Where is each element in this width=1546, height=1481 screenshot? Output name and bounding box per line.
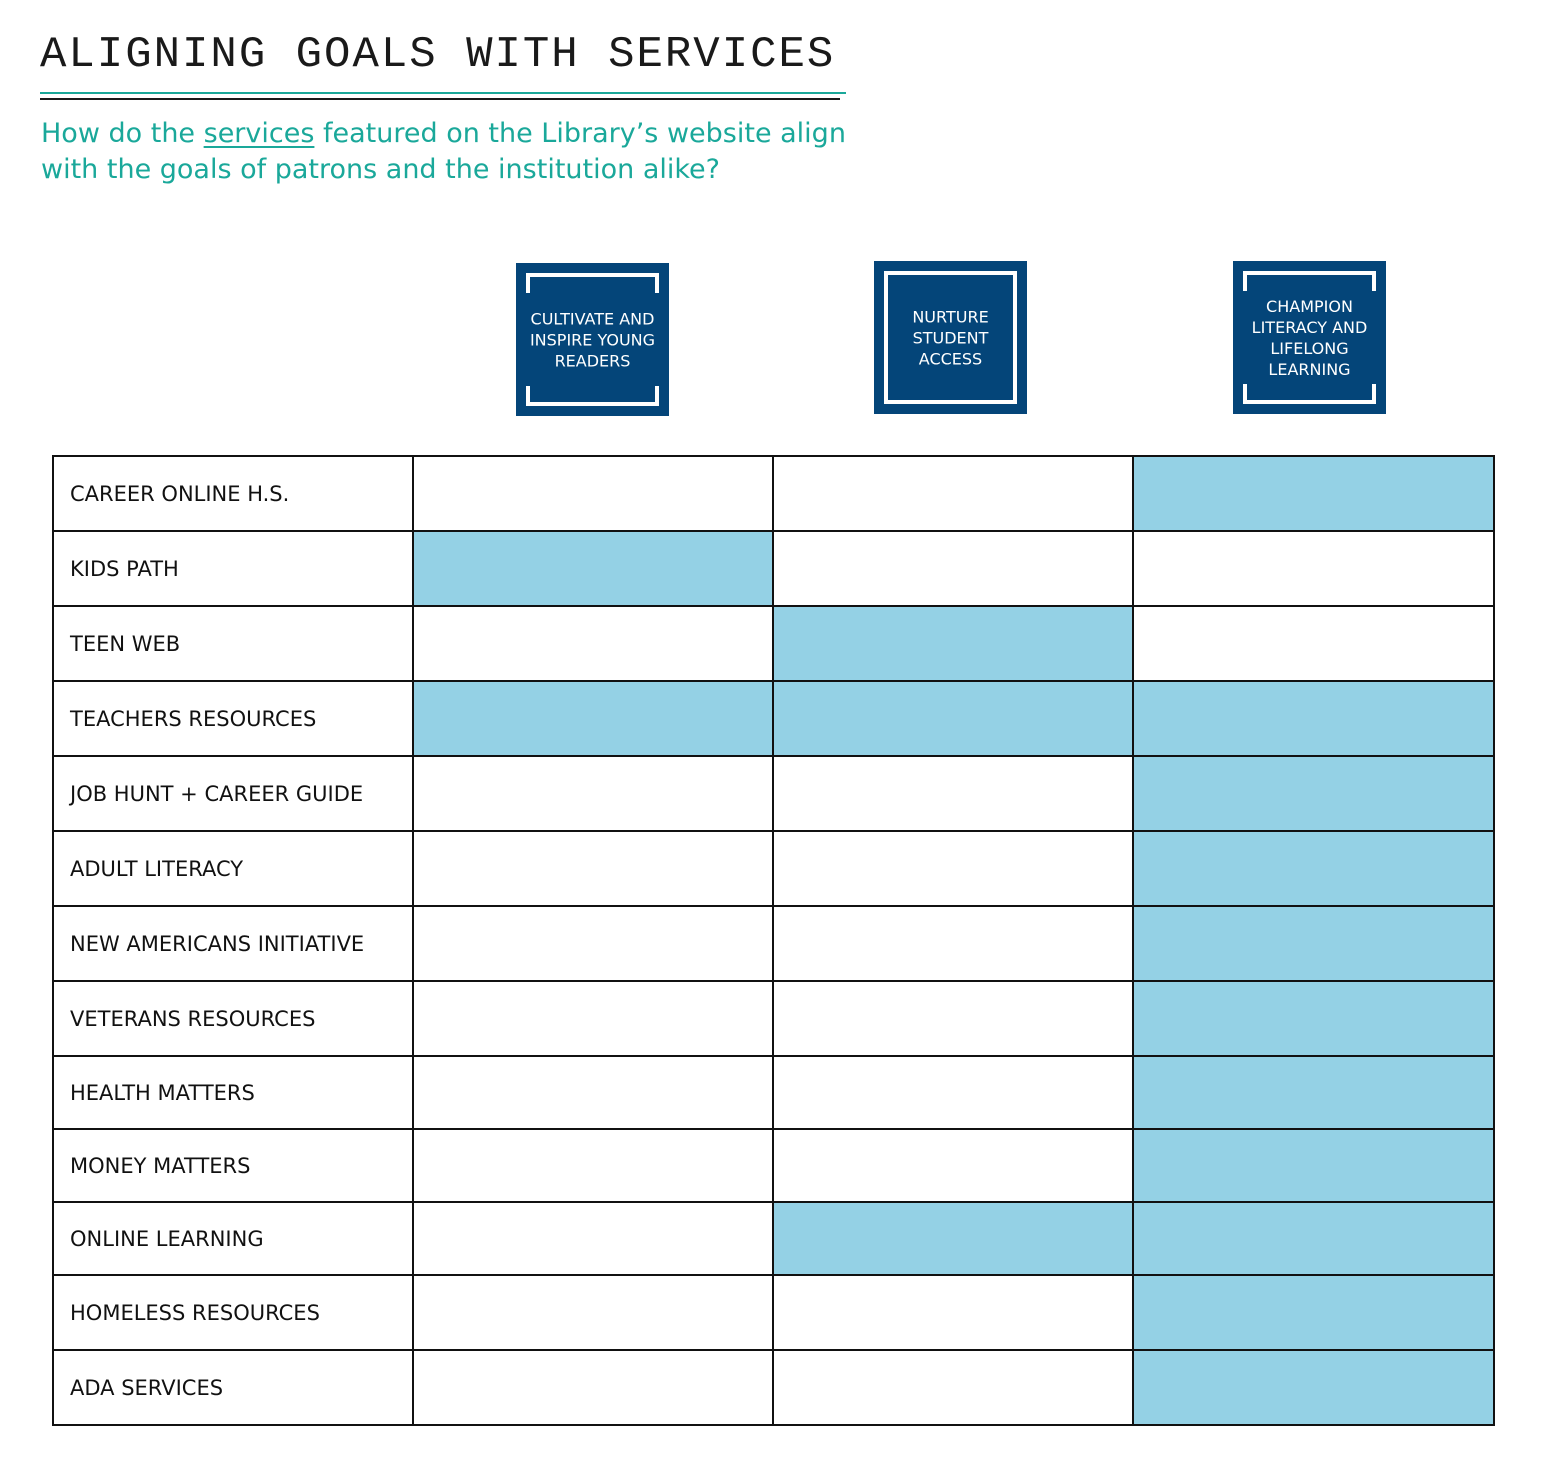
alignment-cell-match: [773, 1202, 1133, 1275]
goal-badge-lifelong-learning: [1233, 261, 1386, 414]
alignment-cell-empty: [413, 756, 773, 831]
alignment-cell-match: [1133, 1129, 1494, 1202]
service-name: CAREER ONLINE H.S.: [53, 456, 413, 531]
alignment-cell-match: [1133, 1202, 1494, 1275]
subtitle-text-start: How do the: [41, 118, 204, 149]
table-row: [53, 981, 1494, 1056]
alignment-cell-empty: [773, 1056, 1133, 1129]
page-subtitle: [41, 116, 871, 188]
table-row: [53, 906, 1494, 981]
table-row: [53, 531, 1494, 606]
alignment-cell-empty: [773, 1129, 1133, 1202]
alignment-cell-match: [1133, 981, 1494, 1056]
service-name: NEW AMERICANS INITIATIVE: [53, 906, 413, 981]
goal-label: CHAMPION LITERACY AND LIFELONG LEARNING: [1251, 296, 1368, 379]
table-row: [53, 1275, 1494, 1350]
alignment-cell-match: [413, 531, 773, 606]
alignment-cell-empty: [413, 1350, 773, 1425]
goal-badge-young-readers: [516, 263, 669, 416]
alignment-cell-empty: [413, 906, 773, 981]
alignment-cell-match: [1133, 906, 1494, 981]
alignment-cell-empty: [413, 456, 773, 531]
table-row: [53, 681, 1494, 756]
goal-badge-student-access: [874, 261, 1027, 414]
table-row: [53, 1056, 1494, 1129]
alignment-cell-empty: [413, 831, 773, 906]
alignment-cell-empty: [413, 606, 773, 681]
service-name: ADA SERVICES: [53, 1350, 413, 1425]
alignment-cell-match: [1133, 681, 1494, 756]
service-name: HOMELESS RESOURCES: [53, 1275, 413, 1350]
alignment-cell-empty: [413, 981, 773, 1056]
table-row: [53, 1129, 1494, 1202]
service-name: TEACHERS RESOURCES: [53, 681, 413, 756]
table-row: [53, 1202, 1494, 1275]
alignment-cell-empty: [773, 981, 1133, 1056]
subtitle-text-end: featured on the Library’s website align with the goals of patrons and the institution alike?: [41, 118, 846, 185]
table-row: [53, 606, 1494, 681]
alignment-cell-match: [1133, 756, 1494, 831]
goal-label: CULTIVATE AND INSPIRE YOUNG READERS: [529, 309, 656, 370]
service-name: MONEY MATTERS: [53, 1129, 413, 1202]
table-row: [53, 456, 1494, 531]
alignment-cell-match: [1133, 831, 1494, 906]
services-link[interactable]: services: [203, 118, 315, 149]
page-title: ALIGNING GOALS WITH SERVICES: [40, 30, 836, 80]
service-name: KIDS PATH: [53, 531, 413, 606]
table-row: [53, 1350, 1494, 1425]
service-name: JOB HUNT + CAREER GUIDE: [53, 756, 413, 831]
alignment-cell-match: [1133, 1056, 1494, 1129]
alignment-cell-empty: [773, 756, 1133, 831]
goal-label: NURTURE STUDENT ACCESS: [912, 307, 989, 368]
alignment-cell-empty: [1133, 531, 1494, 606]
alignment-cell-empty: [773, 906, 1133, 981]
service-name: ONLINE LEARNING: [53, 1202, 413, 1275]
alignment-cell-empty: [413, 1056, 773, 1129]
service-name: ADULT LITERACY: [53, 831, 413, 906]
service-name: HEALTH MATTERS: [53, 1056, 413, 1129]
alignment-cell-empty: [1133, 606, 1494, 681]
table-row: [53, 756, 1494, 831]
title-underline-teal: [40, 92, 846, 94]
alignment-cell-empty: [773, 456, 1133, 531]
title-underline-dark: [40, 98, 840, 100]
alignment-table: [52, 455, 1495, 1426]
alignment-cell-empty: [413, 1129, 773, 1202]
alignment-cell-match: [1133, 456, 1494, 531]
alignment-cell-empty: [773, 531, 1133, 606]
alignment-cell-empty: [773, 1350, 1133, 1425]
alignment-cell-match: [773, 606, 1133, 681]
alignment-cell-empty: [413, 1275, 773, 1350]
alignment-cell-empty: [413, 1202, 773, 1275]
alignment-cell-empty: [773, 1275, 1133, 1350]
service-name: VETERANS RESOURCES: [53, 981, 413, 1056]
alignment-cell-match: [773, 681, 1133, 756]
alignment-cell-match: [413, 681, 773, 756]
alignment-cell-match: [1133, 1350, 1494, 1425]
service-name: TEEN WEB: [53, 606, 413, 681]
alignment-cell-match: [1133, 1275, 1494, 1350]
table-row: [53, 831, 1494, 906]
alignment-cell-empty: [773, 831, 1133, 906]
